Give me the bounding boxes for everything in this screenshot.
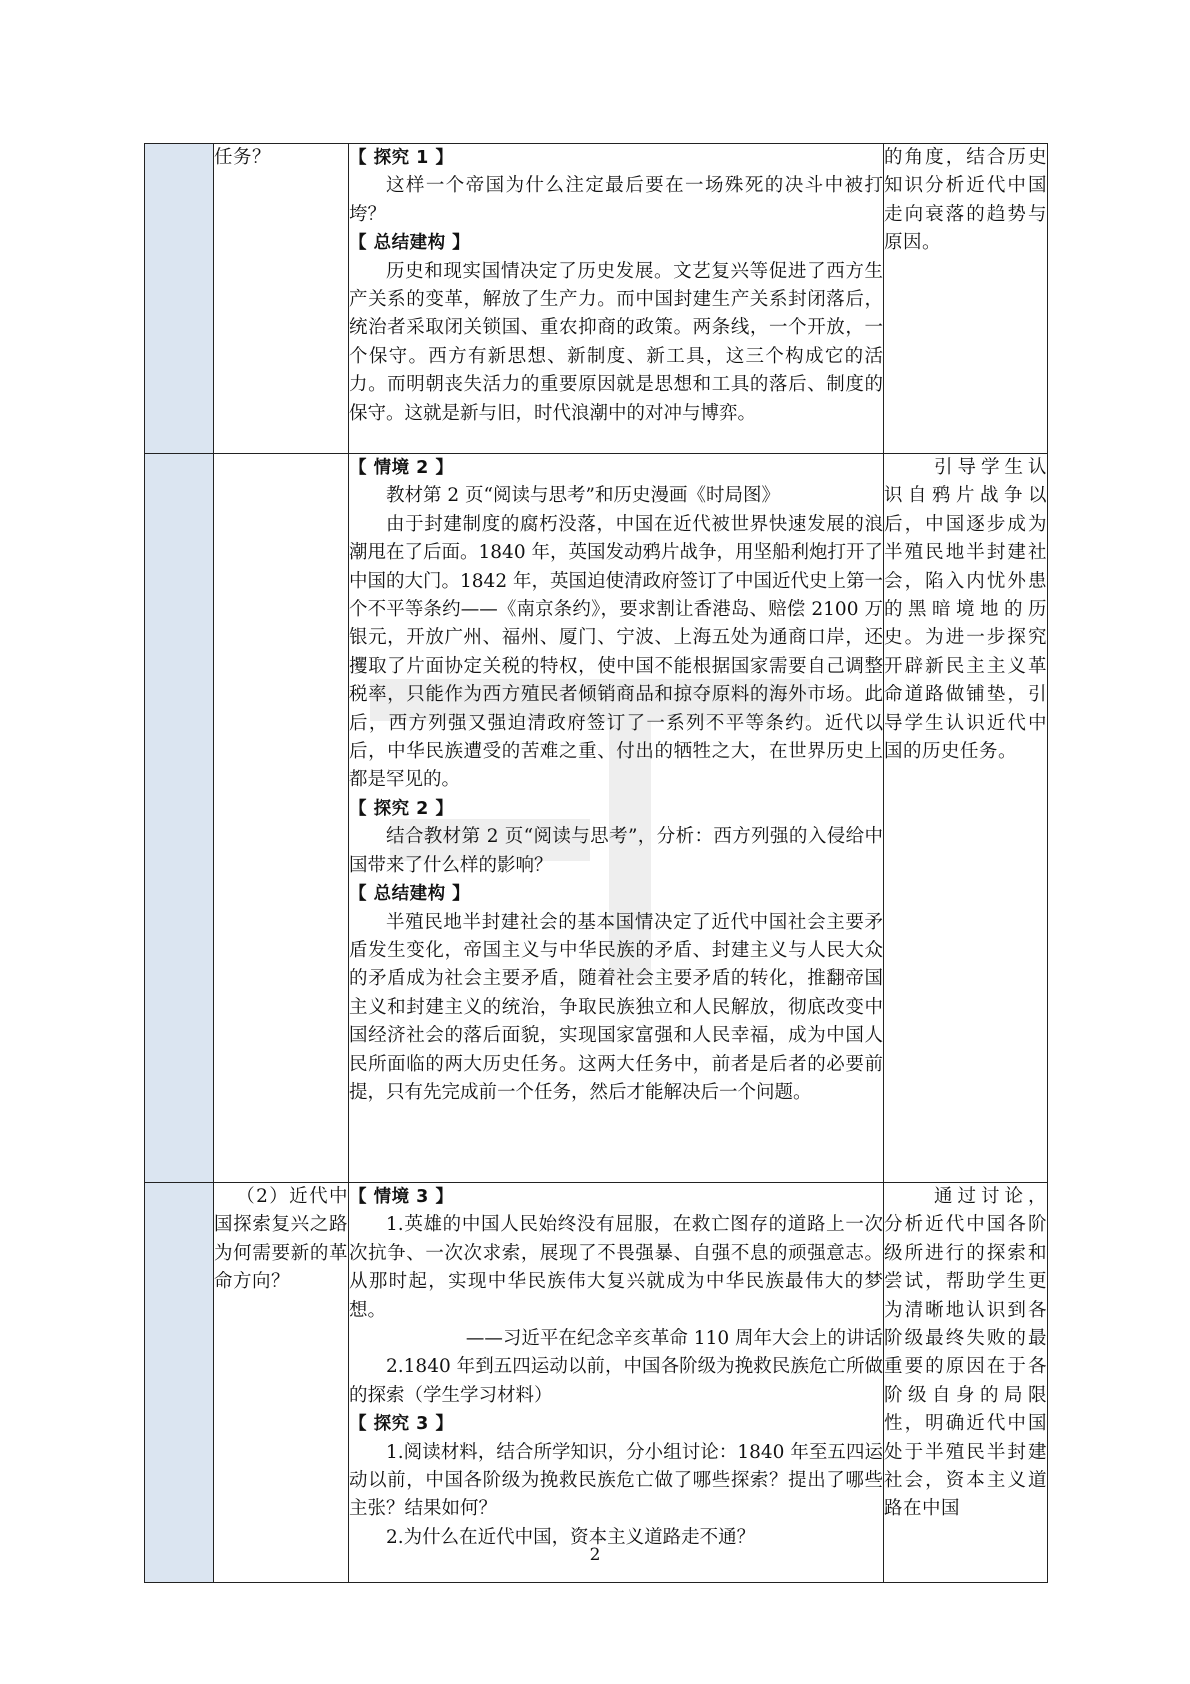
paragraph: 由于封建制度的腐朽没落，中国在近代被世界快速发展的浪潮甩在了后面。1840 年，英国发动鸦片战争，用坚船利炮打开了中国的大门。1842 年，英国迫使清政府签订了中国近代史上第一个不平等条约——《南京条约》，要求割让香港岛、赔偿 2100 万银元，开放广州、福州、厦门、宁波、上海五处为通商口岸，还攫取了片面协定关税的特权，使中国不能根据国家需要自己调整税率，只能作为西方殖民者倾销商品和掠夺原料的海外市场。此后，西方列强又强迫清政府签订了一系列不平等条约。近代以后，中华民族遭受的苦难之重、付出的牺牲之大，在世界历史上都是罕见的。 xyxy=(349,513,883,791)
topic-cell xyxy=(214,1183,349,1583)
paragraph: 教材第 2 页“阅读与思考”和历史漫画《时局图》 xyxy=(386,485,780,507)
section-heading: 【 总结建构 】 xyxy=(349,884,471,905)
goal-cell xyxy=(884,144,1048,454)
table-row xyxy=(145,454,1048,1183)
topic-text: （2）近代中国探索复兴之路为何需要新的革命方向？ xyxy=(214,1186,348,1293)
page-number: 2 xyxy=(589,1545,601,1565)
side-column-cell xyxy=(145,144,214,454)
topic-cell xyxy=(214,144,349,454)
section-heading: 【 探究 3 】 xyxy=(349,1414,454,1435)
side-column-cell xyxy=(145,454,214,1183)
table-row xyxy=(145,1183,1048,1583)
activity-cell xyxy=(349,454,884,1183)
goal-cell xyxy=(884,1183,1048,1583)
section-heading: 【 总结建构 】 xyxy=(349,233,471,254)
goal-text: 通过讨论，分析近代中国各阶级所进行的探索和尝试，帮助学生更为清晰地认识到各阶级最终失败的最重要的原因在于各阶级自身的局限性，明确近代中国处于半殖民半封建社会，资本主义道路在中国 xyxy=(884,1186,1047,1520)
paragraph: 半殖民地半封建社会的基本国情决定了近代中国社会主要矛盾发生变化，帝国主义与中华民族的矛盾、封建主义与人民大众的矛盾成为社会主要矛盾，随着社会主要矛盾的转化，推翻帝国主义和封建主义的统治，争取民族独立和人民解放，彻底改变中国经济社会的落后面貌，实现国家富强和人民幸福，成为中国人民所面临的两大历史任务。这两大任务中，前者是后者的必要前提，只有先完成前一个任务，然后才能解决后一个问题。 xyxy=(349,911,883,1103)
topic-cell xyxy=(214,454,349,1183)
paragraph: 历史和现实国情决定了历史发展。文艺复兴等促进了西方生产关系的变革，解放了生产力。而中国封建生产关系封闭落后，统治者采取闭关锁国、重农抑商的政策。两条线，一个开放，一个保守。西方有新思想、新制度、新工具，这三个构成它的活力。而明朝丧失活力的重要原因就是思想和工具的落后、制度的保守。这就是新与旧，时代浪潮中的对冲与博弈。 xyxy=(349,260,883,424)
side-column-cell xyxy=(145,1183,214,1583)
goal-text: 的角度，结合历史知识分析近代中国走向衰落的趋势与原因。 xyxy=(884,147,1047,254)
topic-text: 任务？ xyxy=(214,147,272,168)
activity-cell xyxy=(349,1183,884,1583)
paragraph: 2.1840 年到五四运动以前，中国各阶级为挽救民族危亡所做的探索（学生学习材料） xyxy=(349,1356,883,1406)
paragraph: 1.阅读材料，结合所学知识，分小组讨论：1840 年至五四运动以前，中国各阶级为挽救民族危亡做了哪些探索？提出了哪些主张？结果如何？ xyxy=(349,1441,883,1520)
paragraph: 1.英雄的中国人民始终没有屈服，在救亡图存的道路上一次次抗争、一次次求索，展现了不畏强暴、自强不息的顽强意志。从那时起，实现中华民族伟大复兴就成为中华民族最伟大的梦想。 xyxy=(349,1214,883,1321)
goal-text: 引导学生认识自鸦片战争以后，中国逐步成为半殖民地半封建社会，陷入内忧外患的黑暗境地的历史。为进一步探究开辟新民主主义革命道路做铺垫，引导学生认识近代中国的历史任务。 xyxy=(884,457,1047,763)
lesson-plan-table xyxy=(144,143,1048,1583)
section-heading: 【 情境 3 】 xyxy=(349,1187,454,1207)
section-heading: 【 情境 2 】 xyxy=(349,458,454,478)
paragraph: 这样一个帝国为什么注定最后要在一场殊死的决斗中被打垮？ xyxy=(349,175,883,225)
paragraph: 结合教材第 2 页“阅读与思考”，分析：西方列强的入侵给中国带来了什么样的影响？ xyxy=(349,826,883,876)
goal-cell xyxy=(884,454,1048,1183)
section-heading: 【 探究 1 】 xyxy=(349,148,454,168)
section-heading: 【 探究 2 】 xyxy=(349,798,454,819)
paragraph: 2.为什么在近代中国，资本主义道路走不通？ xyxy=(386,1526,756,1548)
table-row xyxy=(145,144,1048,454)
quote-source: ——习近平在纪念辛亥革命 110 周年大会上的讲话 xyxy=(465,1328,883,1350)
activity-cell xyxy=(349,144,884,454)
